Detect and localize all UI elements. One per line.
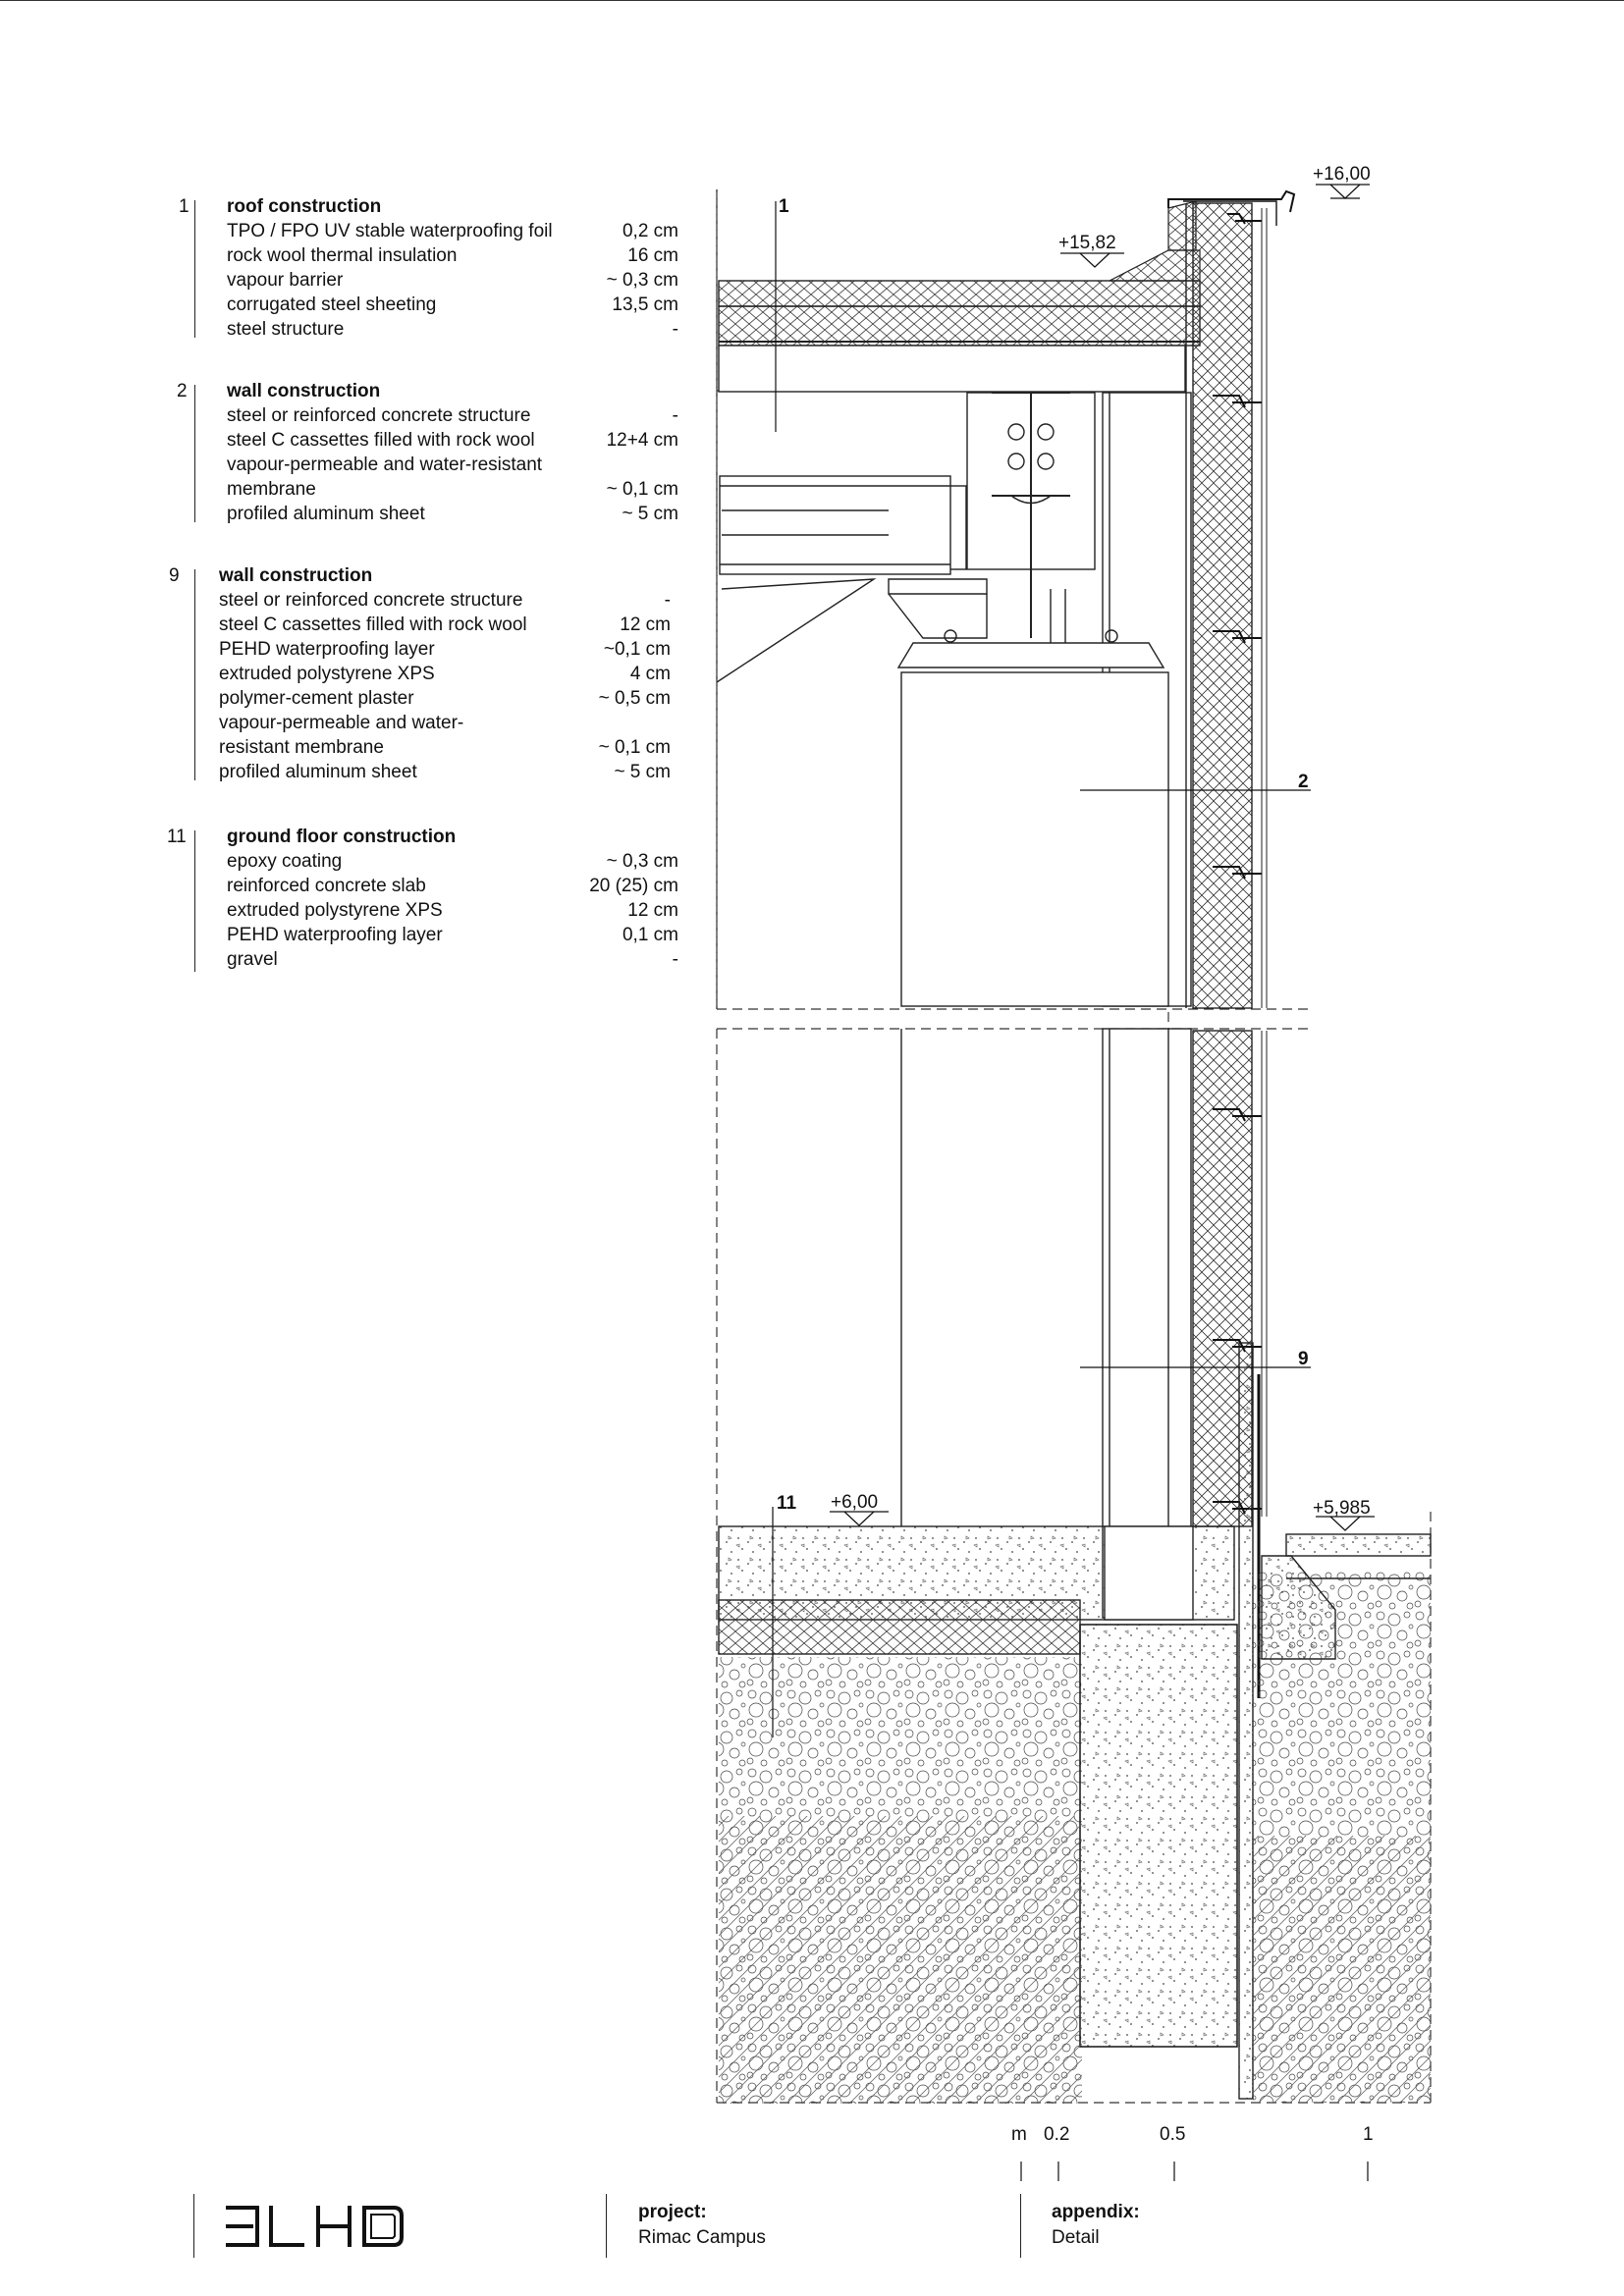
footer-divider: [193, 2194, 194, 2258]
legend-row-label: vapour-permeable and water-resistant: [227, 454, 543, 475]
legend-row-value: 16 cm: [627, 245, 678, 266]
legend-row-value: ~0,1 cm: [603, 639, 671, 660]
footer-divider: [606, 2194, 607, 2258]
legend-row-label: steel or reinforced concrete structure: [219, 590, 523, 611]
legend-row-value: 12 cm: [627, 900, 678, 921]
legend-row-value: -: [664, 590, 671, 611]
legend-row-value: -: [672, 319, 678, 340]
legend-row-value: -: [672, 405, 678, 426]
legend-row-label: steel structure: [227, 319, 345, 340]
appendix-label: appendix:: [1052, 2202, 1140, 2222]
legend-row-label: PEHD waterproofing layer: [219, 639, 435, 660]
brand-logo: [224, 2204, 420, 2249]
level-roof-top: +16,00: [1313, 164, 1371, 185]
footer-divider: [1020, 2194, 1021, 2258]
legend-row-label: vapour barrier: [227, 270, 344, 291]
legend-row-label: corrugated steel sheeting: [227, 294, 437, 315]
legend-row-value: ~ 0,3 cm: [606, 851, 678, 872]
legend-row-value: 12 cm: [620, 614, 671, 635]
legend-row-label: extruded polystyrene XPS: [227, 900, 443, 921]
legend-row-label: steel C cassettes filled with rock wool: [227, 430, 535, 451]
legend-title: wall construction: [227, 381, 381, 401]
legend-row-label: PEHD waterproofing layer: [227, 925, 443, 945]
legend-number: 9: [169, 565, 180, 586]
legend-row-value: ~ 5 cm: [614, 762, 671, 782]
legend-row-label: steel or reinforced concrete structure: [227, 405, 531, 426]
scale-tick-label: 0.2: [1044, 2124, 1070, 2145]
legend-row-label: resistant membrane: [219, 737, 384, 758]
steel-structure: [717, 393, 1191, 1618]
level-roof-inner: +15,82: [1058, 233, 1116, 253]
legend-title: ground floor construction: [227, 827, 457, 847]
legend-number: 2: [177, 381, 188, 401]
legend-row-value: 13,5 cm: [612, 294, 678, 315]
appendix-value: Detail: [1052, 2227, 1100, 2248]
callout-9: 9: [1298, 1349, 1309, 1369]
legend-row-value: 0,2 cm: [622, 221, 678, 241]
legend-row-label: gravel: [227, 949, 278, 970]
legend-title: roof construction: [227, 196, 382, 217]
scale-bar: [1021, 2162, 1368, 2181]
legend-row-label: extruded polystyrene XPS: [219, 664, 435, 684]
callout-2: 2: [1298, 772, 1309, 792]
legend-row-label: steel C cassettes filled with rock wool: [219, 614, 527, 635]
ground-floor: [719, 1526, 1431, 2104]
legend-row-value: ~ 0,3 cm: [606, 270, 678, 291]
callout-1: 1: [779, 196, 789, 217]
legend-row-value: ~ 0,1 cm: [598, 737, 671, 758]
callout-11: 11: [777, 1493, 797, 1514]
legend-row-label: profiled aluminum sheet: [219, 762, 417, 782]
legend-row-value: ~ 5 cm: [622, 504, 678, 524]
legend-row-label: rock wool thermal insulation: [227, 245, 458, 266]
level-terrain: +5,985: [1313, 1498, 1371, 1519]
legend-number: 1: [179, 196, 189, 217]
legend-row-value: 20 (25) cm: [589, 876, 678, 896]
legend-row-value: ~ 0,5 cm: [598, 688, 671, 709]
legend-row-label: reinforced concrete slab: [227, 876, 426, 896]
legend-row-label: profiled aluminum sheet: [227, 504, 425, 524]
legend-row-label: vapour-permeable and water-: [219, 713, 464, 733]
legend-row-value: 12+4 cm: [606, 430, 678, 451]
legend-row-label: membrane: [227, 479, 316, 500]
level-floor: +6,00: [831, 1492, 879, 1513]
legend-row-value: 4 cm: [629, 664, 671, 684]
legend-row-label: epoxy coating: [227, 851, 343, 872]
project-value: Rimac Campus: [638, 2227, 766, 2248]
legend-row-value: 0,1 cm: [622, 925, 678, 945]
scale-tick-label: 0.5: [1160, 2124, 1186, 2145]
legend-row-label: TPO / FPO UV stable waterproofing foil: [227, 221, 553, 241]
legend-title: wall construction: [219, 565, 373, 586]
legend-row-label: polymer-cement plaster: [219, 688, 414, 709]
legend-number: 11: [167, 827, 187, 847]
legend-row-value: -: [672, 949, 678, 970]
scale-unit: m: [1011, 2124, 1027, 2145]
legend-row-value: ~ 0,1 cm: [606, 479, 678, 500]
scale-tick-label: 1: [1363, 2124, 1374, 2145]
brand-logo-mark: [224, 2204, 420, 2249]
project-label: project:: [638, 2202, 707, 2222]
